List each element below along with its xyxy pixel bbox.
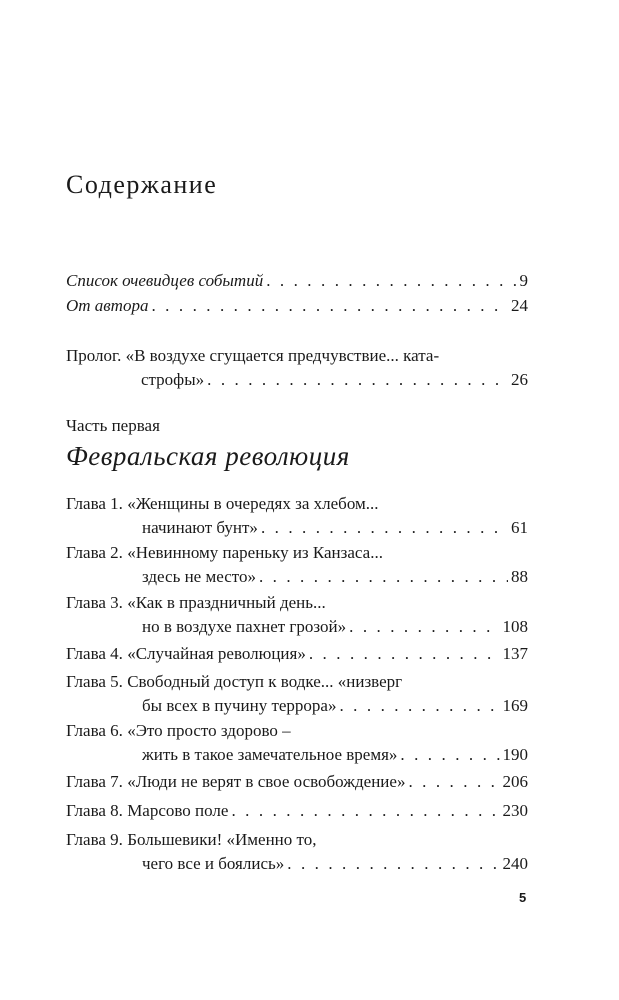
chapter-label: Глава 7. — [66, 772, 123, 791]
toc-entry-chapter-7[interactable] — [66, 771, 528, 795]
dot-leader — [400, 744, 499, 766]
chapter-title: «Невинному пареньку из Канзаса... — [127, 543, 383, 562]
toc-entry-title-cont: строфы» — [141, 370, 205, 389]
chapter-page: 108 — [502, 617, 528, 636]
chapter-page: 88 — [511, 567, 528, 586]
toc-entry-page: 24 — [511, 296, 528, 315]
chapter-title: Большевики! «Именно то, — [127, 830, 317, 849]
dot-leader — [339, 695, 499, 717]
dot-leader — [261, 517, 508, 539]
toc-entry-chapter-5[interactable] — [66, 671, 528, 719]
chapter-page: 206 — [502, 772, 528, 791]
chapter-page: 240 — [502, 854, 528, 873]
toc-entry-chapter-6[interactable] — [66, 720, 528, 768]
page-title: Содержание — [66, 170, 218, 199]
chapter-label: Глава 2. — [66, 543, 123, 562]
chapter-label: Глава 5. — [66, 672, 123, 691]
toc-entry-title: От автора — [66, 296, 149, 315]
chapter-title: Свободный доступ к водке... «низверг — [127, 672, 403, 691]
chapter-label: Глава 6. — [66, 721, 123, 740]
chapter-label: Глава 4. — [66, 644, 123, 663]
toc-entry-chapter-1[interactable] — [66, 493, 528, 541]
toc-entry-front-0[interactable] — [66, 270, 528, 294]
chapter-title-cont: жить в такое замечательное время» — [142, 745, 398, 764]
toc-entry-chapter-9[interactable] — [66, 829, 528, 877]
chapter-title-cont: чего все и боялись» — [142, 854, 285, 873]
chapter-title: «Как в праздничный день... — [127, 593, 326, 612]
chapter-label: Глава 9. — [66, 830, 123, 849]
dot-leader — [287, 853, 499, 875]
page-number: 5 — [519, 890, 527, 905]
dot-leader — [207, 369, 508, 391]
toc-entry-title: Пролог. «В воздухе сгущается предчувствие... ката- — [66, 346, 440, 365]
toc-entry-title: Список очевидцев событий — [66, 271, 264, 290]
chapter-page: 190 — [502, 745, 528, 764]
chapter-label: Глава 1. — [66, 494, 123, 513]
chapter-title-cont: но в воздухе пахнет грозой» — [142, 617, 347, 636]
chapter-title-cont: начинают бунт» — [142, 518, 258, 537]
chapter-label: Глава 8. — [66, 801, 123, 820]
toc-entry-page: 26 — [511, 370, 528, 389]
chapter-label: Глава 3. — [66, 593, 123, 612]
toc-entry-chapter-4[interactable] — [66, 643, 528, 667]
chapter-title: Марсово поле — [127, 801, 229, 820]
toc-entry-chapter-8[interactable] — [66, 800, 528, 824]
chapter-page: 61 — [511, 518, 528, 537]
toc-entry-page: 9 — [519, 271, 528, 290]
chapter-title-cont: здесь не место» — [142, 567, 256, 586]
chapter-title: «Люди не верят в свое освобождение» — [127, 772, 406, 791]
chapter-page: 230 — [502, 801, 528, 820]
chapter-page: 169 — [502, 696, 528, 715]
chapter-title: «Это просто здорово – — [127, 721, 291, 740]
chapter-title-cont: бы всех в пучину террора» — [142, 696, 337, 715]
toc-entry-front-1[interactable] — [66, 295, 528, 319]
part-title: Февральская революция — [66, 441, 350, 471]
toc-entry-prologue[interactable] — [66, 345, 528, 393]
dot-leader — [231, 800, 499, 822]
chapter-title: «Случайная революция» — [127, 644, 306, 663]
dot-leader — [408, 771, 499, 793]
toc-entry-chapter-3[interactable] — [66, 592, 528, 640]
dot-leader — [151, 295, 508, 317]
dot-leader — [266, 270, 516, 292]
part-label: Часть первая — [66, 416, 160, 435]
chapter-title: «Женщины в очередях за хлебом... — [127, 494, 379, 513]
dot-leader — [259, 566, 508, 588]
dot-leader — [309, 643, 500, 665]
chapter-page: 137 — [502, 644, 528, 663]
dot-leader — [349, 616, 499, 638]
toc-entry-chapter-2[interactable] — [66, 542, 528, 590]
